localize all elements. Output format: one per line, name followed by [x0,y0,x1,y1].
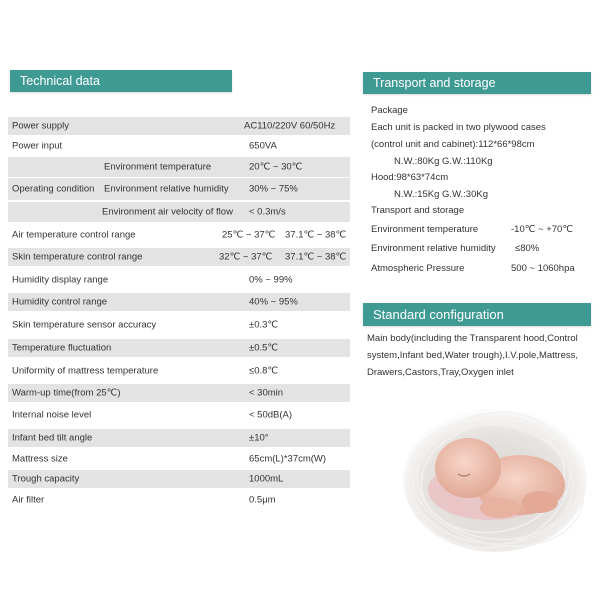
pressure-label: Atmospheric Pressure [371,263,465,274]
standard-line-3: Drawers,Castors,Tray,Oxygen inlet [367,367,514,378]
row-warm-up: Warm-up time(from 25℃) < 30min [8,384,350,402]
standard-line-1: Main body(including the Transparent hood,Control [367,333,578,344]
package-weight-2: N.W.:15Kg G.W.:30Kg [394,189,488,200]
row-trough: Trough capacity 1000mL [8,470,350,488]
row-air-filter: Air filter 0.5μm [12,494,276,506]
row-skin-sensor: Skin temperature sensor accuracy ±0.3℃ [12,319,279,331]
baby-in-nest-image [400,390,590,555]
transport-title: Transport and storage [373,76,496,90]
transport-env-humidity-value: ≤80% [515,243,540,254]
technical-data-header [10,70,232,92]
row-tilt: Infant bed tilt angle ±10° [8,429,350,447]
package-label: Package [371,105,408,116]
package-line-1: Each unit is packed in two plywood cases [371,122,546,133]
package-line-2: (control unit and cabinet):112*66*98cm [371,139,535,150]
row-mattress-uniformity: Uniformity of mattress temperature ≤0.8℃ [12,365,279,377]
row-humidity-display: Humidity display range 0% ~ 99% [12,274,293,286]
technical-data-title: Technical data [20,74,100,88]
row-env-temp: Environment temperature 20℃ ~ 30℃ [8,157,350,177]
row-humidity-control: Humidity control range 40% ~ 95% [8,293,350,311]
standard-config-title: Standard configuration [373,307,504,322]
standard-config-header [363,303,591,326]
row-mattress-size: Mattress size 65cm(L)*37cm(W) [12,453,327,465]
row-operating-condition: Operating condition Environment relative humidity 30% ~ 75% [8,178,350,200]
row-env-air: Environment air velocity of flow < 0.3m/s [8,202,350,222]
package-weight-1: N.W.:80Kg G.W.:110Kg [394,156,493,167]
row-power-input: Power input 650VA [12,140,277,152]
transport-env-humidity-label: Environment relative humidity [371,243,496,254]
row-noise: Internal noise level < 50dB(A) [12,409,293,421]
row-temp-fluctuation: Temperature fluctuation ±0.5℃ [8,339,350,357]
row-power-supply: Power supply AC110/220V 60/50Hz [8,117,350,135]
row-air-temp: Air temperature control range 25℃ ~ 37℃ 37.1℃ ~ 38℃ [12,229,347,241]
transport-env-temp-value: -10℃ ~ +70℃ [511,224,574,235]
row-skin-temp: Skin temperature control range 32℃ ~ 37℃ 37.1℃ ~ 38℃ [8,248,350,266]
hood-size: Hood:98*63*74cm [371,172,449,183]
transport-env-temp-label: Environment temperature [371,224,479,235]
pressure-value: 500 ~ 1060hpa [511,263,575,274]
transport-storage-label: Transport and storage [371,205,465,216]
standard-line-2: system,Infant bed,Water trough),I.V.pole,Mattress, [367,350,579,361]
transport-header [363,72,591,94]
